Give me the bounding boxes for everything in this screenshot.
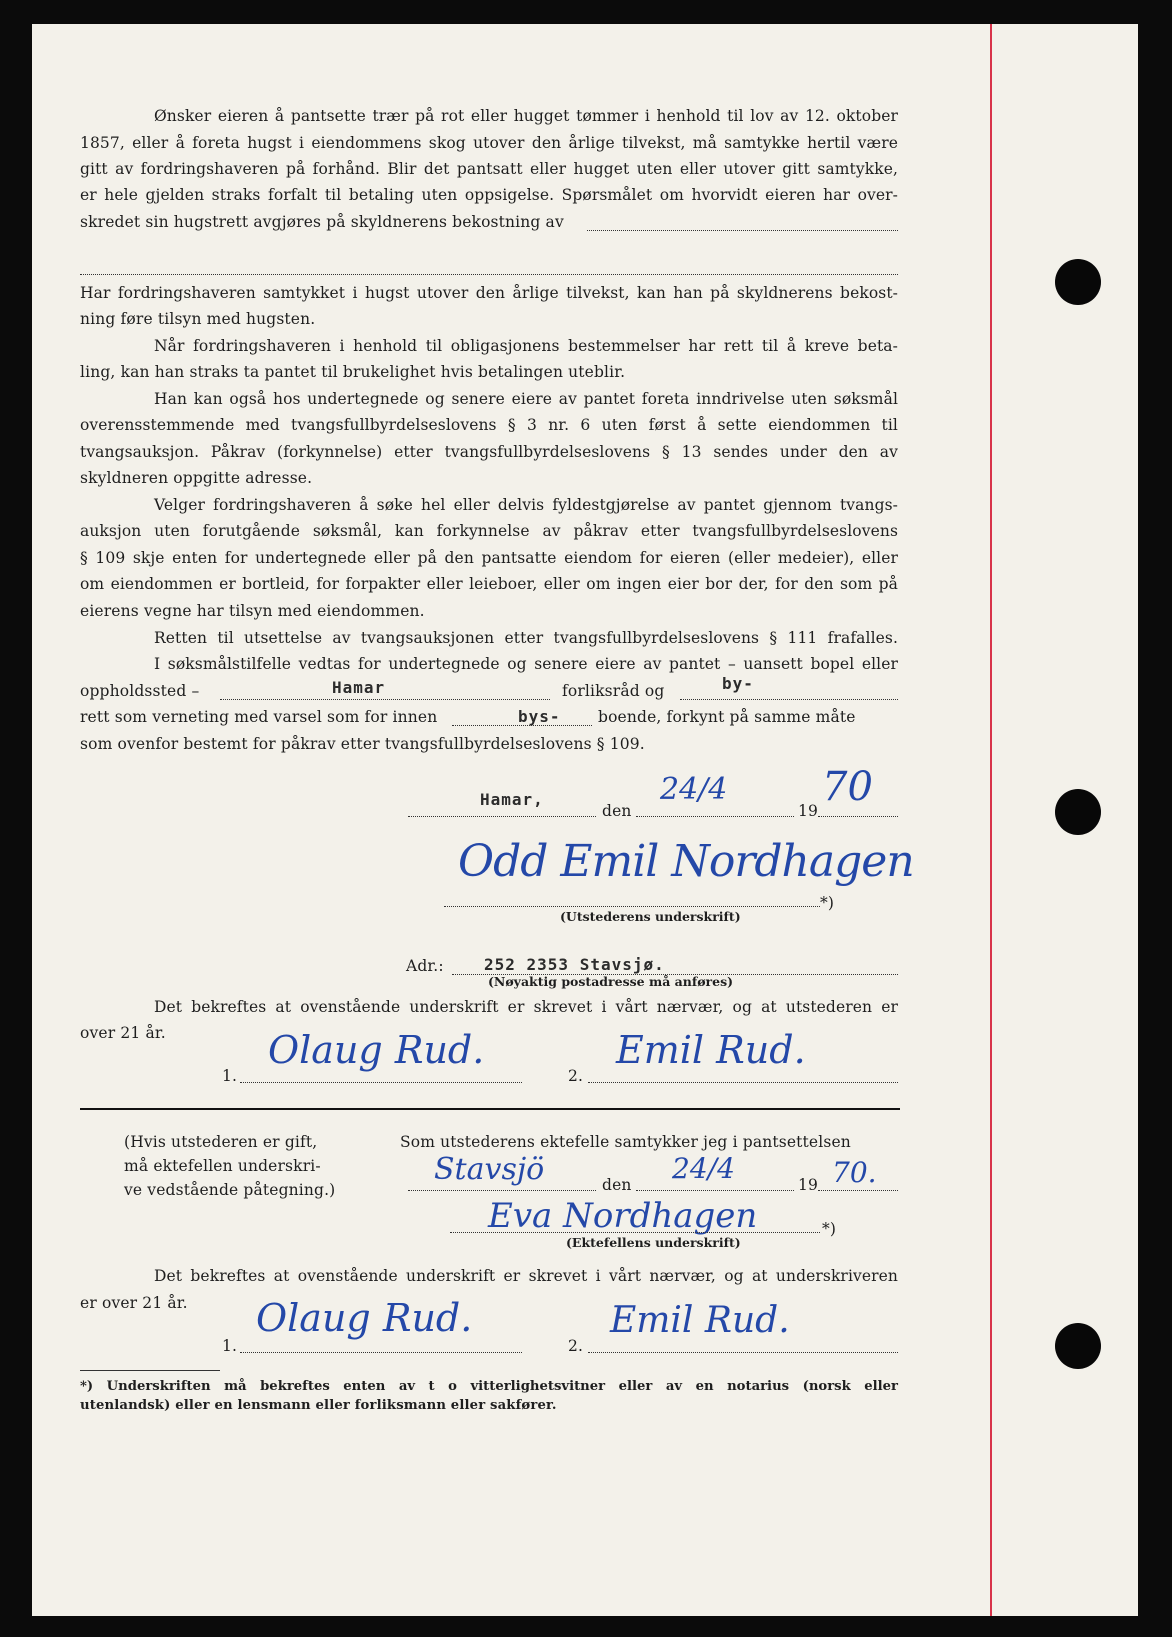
day-fill-line bbox=[636, 816, 794, 817]
footnote-rule bbox=[80, 1370, 220, 1371]
para1-line5: skredet sin hugstrett avgjøres på skyldnerens bekostning av bbox=[80, 213, 564, 231]
witness1-sig2: Emil Rud. bbox=[616, 1028, 806, 1072]
spouse-place: Stavsjö bbox=[434, 1152, 545, 1187]
witness2-num2: 2. bbox=[568, 1337, 584, 1355]
bys-value: bys- bbox=[518, 707, 561, 726]
witness2-line1: Det bekreftes at ovenstående underskrift er skrevet i vårt nærvær, og at underskriveren bbox=[154, 1267, 898, 1285]
para2-line1: Har fordringshaveren samtykket i hugst utover den årlige tilvekst, kan han på skyldnerens bekost- bbox=[80, 284, 898, 302]
spouse-den: den bbox=[602, 1176, 632, 1194]
spouse-year: 70. bbox=[832, 1156, 877, 1189]
issuer-star: *) bbox=[820, 894, 835, 912]
para1-line4: er hele gjelden straks forfalt til betaling uten oppsigelse. Spørsmålet om hvorvidt eieren har over- bbox=[80, 186, 898, 204]
venue-line2-suffix: boende, forkynt på samme måte bbox=[598, 708, 856, 726]
para7: I søksmålstilfelle vedtas for undertegnede og senere eiere av pantet – uansett bopel eller bbox=[154, 655, 898, 673]
para2-line2: ning føre tilsyn med hugsten. bbox=[80, 310, 316, 328]
punch-hole-bottom bbox=[1055, 1323, 1101, 1369]
para4-line3: tvangsauksjon. Påkrav (forkynnelse) etter tvangsfullbyrdelseslovens § 13 sendes under den av bbox=[80, 443, 898, 461]
para1-line3: gitt av fordringshaveren på forhånd. Blir det pantsatt eller hugget uten eller utover gitt samtykke, bbox=[80, 160, 898, 178]
spouse-note-1: (Hvis utstederen er gift, bbox=[124, 1133, 318, 1151]
witness1-num1: 1. bbox=[222, 1067, 238, 1085]
spouse-star: *) bbox=[822, 1220, 837, 1238]
para6: Retten til utsettelse av tvangsauksjonen etter tvangsfullbyrdelseslovens § 111 frafalles. bbox=[154, 629, 898, 647]
para4-line2: overensstemmende med tvangsfullbyrdelseslovens § 3 nr. 6 uten først å sette eiendommen til bbox=[80, 416, 898, 434]
punch-hole-top bbox=[1055, 259, 1101, 305]
date-day-handwritten: 24/4 bbox=[660, 772, 728, 807]
spouse-consent: Som utstederens ektefelle samtykker jeg i pantsettelsen bbox=[400, 1133, 851, 1151]
issuer-sign-line bbox=[444, 906, 820, 907]
year-fill-line bbox=[818, 816, 898, 817]
para1-line2: 1857, eller å foreta hugst i eiendommens skog utover den årlige tilvekst, må samtykke hertil være bbox=[80, 134, 898, 152]
spouse-day: 24/4 bbox=[672, 1152, 735, 1185]
footnote-line1: *) Underskriften må bekreftes enten av t o vitterlighetsvitner eller av en notarius (norsk eller bbox=[80, 1379, 898, 1394]
para4-line4: skyldneren oppgitte adresse. bbox=[80, 469, 313, 487]
issuer-signature: Odd Emil Nordhagen bbox=[458, 836, 914, 887]
spouse-sign-line bbox=[450, 1232, 820, 1233]
para1-line1: Ønsker eieren å pantsette trær på rot eller hugget tømmer i henhold til lov av 12. oktober bbox=[154, 107, 898, 125]
para3-line1: Når fordringshaveren i henhold til obligasjonens bestemmelser har rett til å kreve beta- bbox=[154, 337, 898, 355]
footnote-line2: utenlandsk) eller en lensmann eller forliksmann eller sakfører. bbox=[80, 1398, 557, 1413]
fill-line-hugst bbox=[587, 230, 898, 231]
address-label: Adr.: bbox=[406, 957, 444, 975]
venue-line3: som ovenfor bestemt for påkrav etter tvangsfullbyrdelseslovens § 109. bbox=[80, 735, 645, 753]
spouse-note-2: må ektefellen underskri- bbox=[124, 1157, 321, 1175]
red-margin-line bbox=[990, 24, 992, 1616]
para4-line1: Han kan også hos undertegnede og senere eiere av pantet foreta inndrivelse uten søksmål bbox=[154, 390, 898, 408]
para3-line2: ling, kan han straks ta pantet til brukelighet hvis betalingen uteblir. bbox=[80, 363, 626, 381]
spouse-century: 19 bbox=[798, 1176, 819, 1194]
venue-prefix: oppholdssted – bbox=[80, 682, 200, 700]
para5-line5: eierens vegne har tilsyn med eiendommen. bbox=[80, 602, 425, 620]
punch-hole-middle bbox=[1055, 789, 1101, 835]
court-value: Hamar bbox=[332, 678, 386, 697]
spouse-place-line bbox=[408, 1190, 596, 1191]
witness2-line-1 bbox=[240, 1352, 522, 1353]
spouse-year-line bbox=[818, 1190, 898, 1191]
witness2-sig1: Olaug Rud. bbox=[256, 1296, 473, 1340]
witness1-line1: Det bekreftes at ovenstående underskrift er skrevet i vårt nærvær, og at utstederen er bbox=[154, 998, 898, 1016]
witness1-line-1 bbox=[240, 1082, 522, 1083]
para5-line1: Velger fordringshaveren å søke hel eller delvis fyldestgjørelse av pantet gjennom tvangs- bbox=[154, 496, 898, 514]
section-divider bbox=[80, 1108, 900, 1110]
witness2-num1: 1. bbox=[222, 1337, 238, 1355]
spouse-note-3: ve vedstående påtegning.) bbox=[124, 1181, 336, 1199]
issuer-caption: (Utstederens underskrift) bbox=[560, 909, 741, 924]
witness1-line2: over 21 år. bbox=[80, 1024, 166, 1042]
witness1-num2: 2. bbox=[568, 1067, 584, 1085]
para5-line4: om eiendommen er bortleid, for forpakter eller leieboer, eller om ingen eier bor der, for den som på bbox=[80, 575, 898, 593]
para5-line3: § 109 skje enten for undertegnede eller på den pantsatte eiendom for eieren (eller medeier), eller bbox=[80, 549, 898, 567]
date-den-label: den bbox=[602, 802, 632, 820]
venue-line2-prefix: rett som verneting med varsel som for innen bbox=[80, 708, 438, 726]
place-fill-line bbox=[408, 816, 596, 817]
witness1-line-2 bbox=[588, 1082, 898, 1083]
date-place: Hamar, bbox=[480, 790, 544, 809]
spouse-day-line bbox=[636, 1190, 794, 1191]
document-page bbox=[32, 24, 1138, 1616]
spouse-signature: Eva Nordhagen bbox=[488, 1196, 758, 1236]
para5-line2: auksjon uten forutgående søksmål, kan forkynnelse av påkrav etter tvangsfullbyrdelseslovens bbox=[80, 522, 898, 540]
court-fill-line bbox=[220, 699, 550, 700]
date-year-handwritten: 70 bbox=[822, 764, 873, 810]
venue-mid: forliksråd og bbox=[562, 682, 665, 700]
witness2-sig2: Emil Rud. bbox=[610, 1300, 790, 1341]
by-fill-line bbox=[680, 699, 898, 700]
date-century: 19 bbox=[798, 802, 819, 820]
witness2-line2: er over 21 år. bbox=[80, 1294, 188, 1312]
witness1-sig1: Olaug Rud. bbox=[268, 1028, 485, 1072]
address-caption: (Nøyaktig postadresse må anføres) bbox=[488, 974, 734, 989]
by-value: by- bbox=[722, 674, 754, 693]
fill-line-hugst-2 bbox=[80, 274, 898, 275]
address-value: 252 2353 Stavsjø. bbox=[484, 955, 665, 974]
spouse-caption: (Ektefellens underskrift) bbox=[566, 1235, 741, 1250]
witness2-line-2 bbox=[588, 1352, 898, 1353]
